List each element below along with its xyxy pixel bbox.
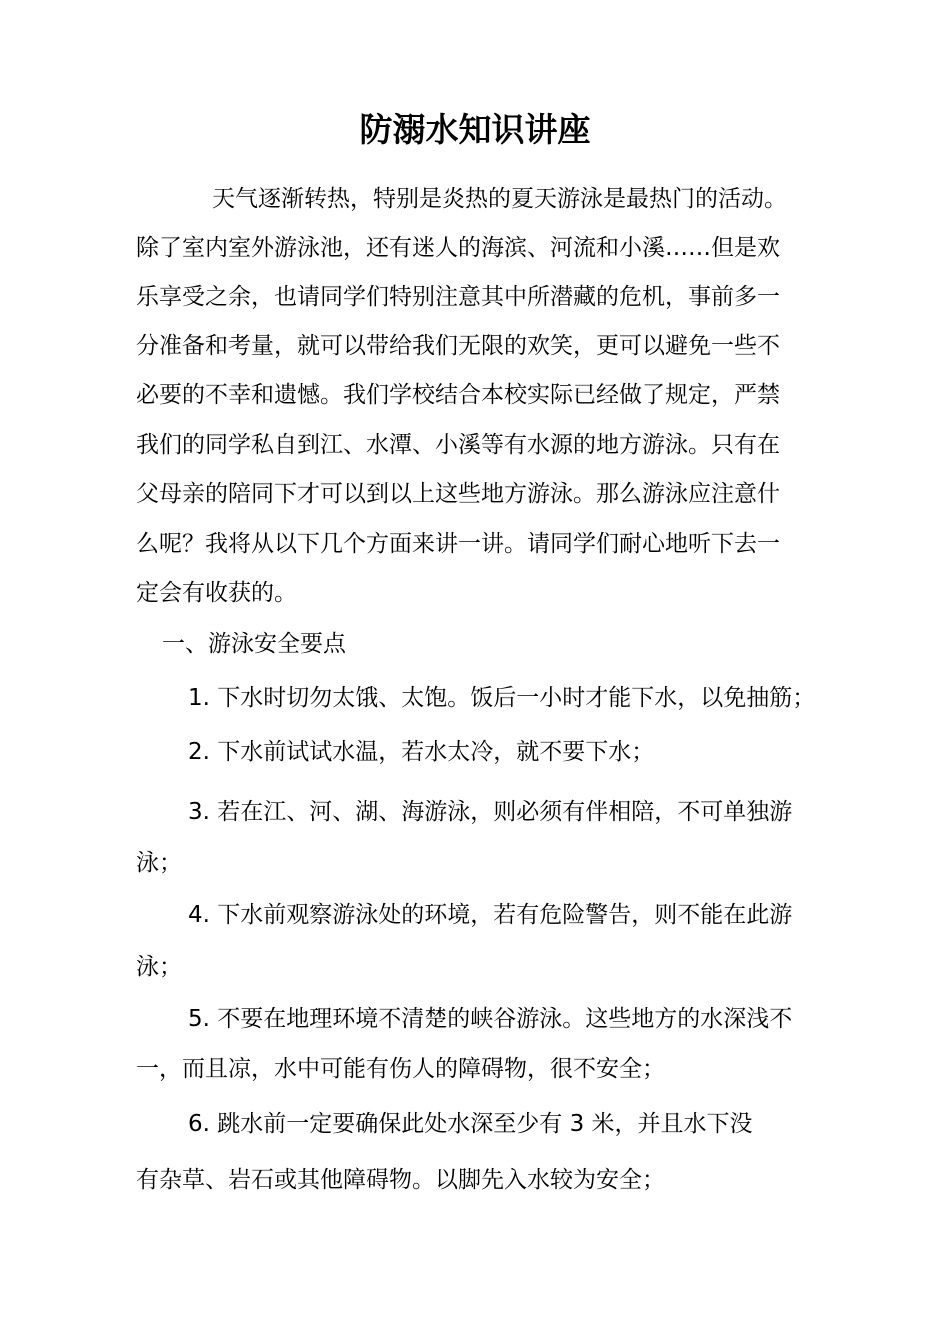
intro-line-1: 天气逐渐转热，特别是炎热的夏天游泳是最热门的活动。	[212, 186, 787, 212]
document-title: 防溺水知识讲座	[359, 110, 591, 149]
intro-line-8: 么呢？我将从以下几个方面来讲一讲。请同学们耐心地听下去一	[136, 531, 780, 557]
intro-line-9: 定会有收获的。	[136, 580, 297, 606]
list-item-continuation: 泳；	[136, 850, 182, 876]
list-item-continuation: 一，而且凉，水中可能有伤人的障碍物，很不安全；	[136, 1056, 665, 1082]
list-item-continuation: 有杂草、岩石或其他障碍物。以脚先入水较为安全；	[136, 1167, 665, 1193]
intro-line-4: 分准备和考量，就可以带给我们无限的欢笑，更可以避免一些不	[136, 333, 780, 359]
list-item: 4. 下水前观察游泳处的环境，若有危险警告，则不能在此游	[188, 902, 793, 928]
intro-line-6: 我们的同学私自到江、水潭、小溪等有水源的地方游泳。只有在	[136, 432, 780, 458]
section-heading: 一、游泳安全要点	[162, 631, 346, 657]
list-item: 6. 跳水前一定要确保此处水深至少有 3 米，并且水下没	[188, 1111, 753, 1137]
list-item: 2. 下水前试试水温，若水太冷，就不要下水；	[188, 739, 655, 765]
list-item: 3. 若在江、河、湖、海游泳，则必须有伴相陪，不可单独游	[188, 799, 793, 825]
list-item-continuation: 泳；	[136, 954, 182, 980]
list-item: 1. 下水时切勿太饿、太饱。饭后一小时才能下水，以免抽筋；	[188, 685, 816, 711]
intro-line-5: 必要的不幸和遗憾。我们学校结合本校实际已经做了规定，严禁	[136, 382, 780, 408]
intro-line-3: 乐享受之余，也请同学们特别注意其中所潜藏的危机，事前多一	[136, 284, 780, 310]
intro-line-7: 父母亲的陪同下才可以到以上这些地方游泳。那么游泳应注意什	[136, 481, 780, 507]
list-item: 5. 不要在地理环境不清楚的峡谷游泳。这些地方的水深浅不	[188, 1006, 793, 1032]
intro-line-2: 除了室内室外游泳池，还有迷人的海滨、河流和小溪……但是欢	[136, 235, 780, 261]
